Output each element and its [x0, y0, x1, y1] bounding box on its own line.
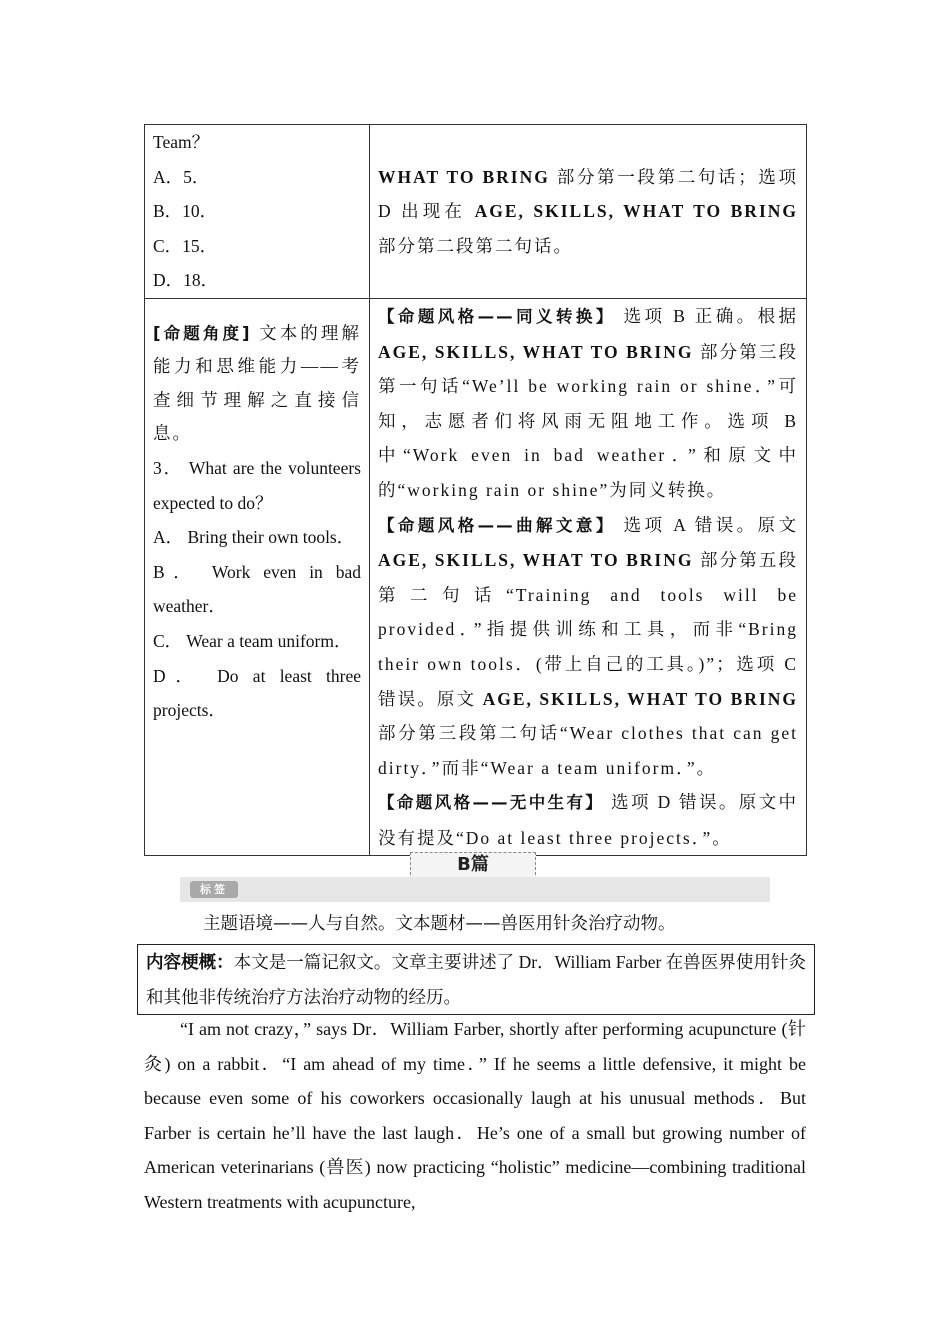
- summary-box: [137, 944, 815, 1015]
- table-row: [145, 125, 807, 299]
- analysis-fragment: 选项 A 错误。原文: [615, 514, 799, 535]
- question-text: 3． What are the volunteers expected to do？: [153, 457, 361, 513]
- analysis-fragment: 选项 B 正确。根据: [615, 305, 799, 326]
- option-d: D．18．: [153, 270, 219, 291]
- analysis-fragment: 选项 D 错误。原文中没有提及“Do at least three projects．”。: [378, 792, 799, 848]
- angle-text: 文本的理解能力和思维能力——考查细节理解之直接信息。: [153, 322, 361, 444]
- analysis-fragment: 部分第三段第一句话“We’ll be working rain or shine．”可知，志愿者们将风雨无阻地工作。选项 B 中“Work even in bad weather．”和原文中的“working rain or shine”为同义转换。: [378, 341, 799, 500]
- question-cell: [145, 125, 370, 299]
- analysis-style-2: [378, 508, 798, 786]
- section-ref: AGE, SKILLS, WHAT TO BRING: [474, 201, 799, 222]
- style-label: 【命题风格——同义转换】: [378, 306, 616, 326]
- table-row: [145, 298, 807, 856]
- question-analysis-table: [144, 124, 807, 856]
- analysis-fragment: 部分第三段第二句话“Wear clothes that can get dirty．”而非“Wear a team uniform．”。: [378, 723, 798, 778]
- analysis-style-1: [378, 299, 798, 508]
- section-ref: AGE, SKILLS, WHAT TO BRING: [482, 688, 799, 709]
- section-ref: WHAT TO BRING: [378, 166, 550, 187]
- option-c: C．15．: [153, 235, 218, 256]
- section-ref: AGE, SKILLS, WHAT TO BRING: [378, 341, 694, 362]
- analysis-style-3: [378, 785, 798, 855]
- summary-label: 内容梗概：: [146, 953, 234, 973]
- section-heading-box: [410, 852, 536, 880]
- style-label: 【命题风格——无中生有】: [378, 793, 605, 813]
- option-d: D． Do at least three projects．: [153, 665, 361, 721]
- section-title: B篇: [457, 854, 489, 875]
- option-b: B． Work even in bad weather．: [153, 561, 361, 617]
- tag-label: 标签: [190, 881, 238, 898]
- option-a: A．5．: [153, 166, 210, 187]
- angle-note: [153, 317, 361, 451]
- summary-text: 本文是一篇记叙文。文章主要讲述了 Dr．William Farber 在兽医界使用针灸和其他非传统治疗方法治疗动物的经历。: [146, 952, 807, 1007]
- style-label: 【命题风格——曲解文意】: [378, 515, 616, 535]
- analysis-cell: [370, 298, 807, 856]
- analysis-fragment: 部分第五段第二句话“Training and tools will be provided．”指提供训练和工具，而非“Bring their own tools．(带上自己的工具。)”；选项 C 错误。原文: [378, 550, 799, 709]
- option-b: B．10．: [153, 201, 218, 222]
- option-a: A． Bring their own tools．: [153, 527, 355, 548]
- analysis-fragment: 部分第二段第二句话。: [378, 235, 573, 256]
- analysis-text: [378, 160, 798, 264]
- analysis-fragment: 部分第一段第二句话；选项 D 出现在: [378, 166, 798, 222]
- angle-label: [命题角度]: [153, 323, 252, 343]
- tag-bar: [180, 877, 770, 902]
- question-cell: [145, 298, 370, 856]
- option-c: C． Wear a team uniform．: [153, 630, 352, 651]
- analysis-cell: [370, 125, 807, 299]
- passage-paragraph: “I am not crazy，” says Dr．William Farber, shortly after performing acupuncture (针灸) on a rabbit．“I am ahead of my time．” If he seems a little defensive, it might be because even some of his coworkers occasionally laugh at his unusual methods．But Farber is certain he’ll have the last laugh．He’s one of a small but growing number of American veterinarians (兽医) now practicing “holistic” medicine—combining traditional Western treatments with acupuncture,: [144, 1019, 806, 1212]
- question-text-fragment: Team？: [153, 132, 210, 152]
- theme-line: 主题语境——人与自然。文本题材——兽医用针灸治疗动物。: [203, 914, 676, 934]
- section-ref: AGE, SKILLS, WHAT TO BRING: [378, 550, 694, 571]
